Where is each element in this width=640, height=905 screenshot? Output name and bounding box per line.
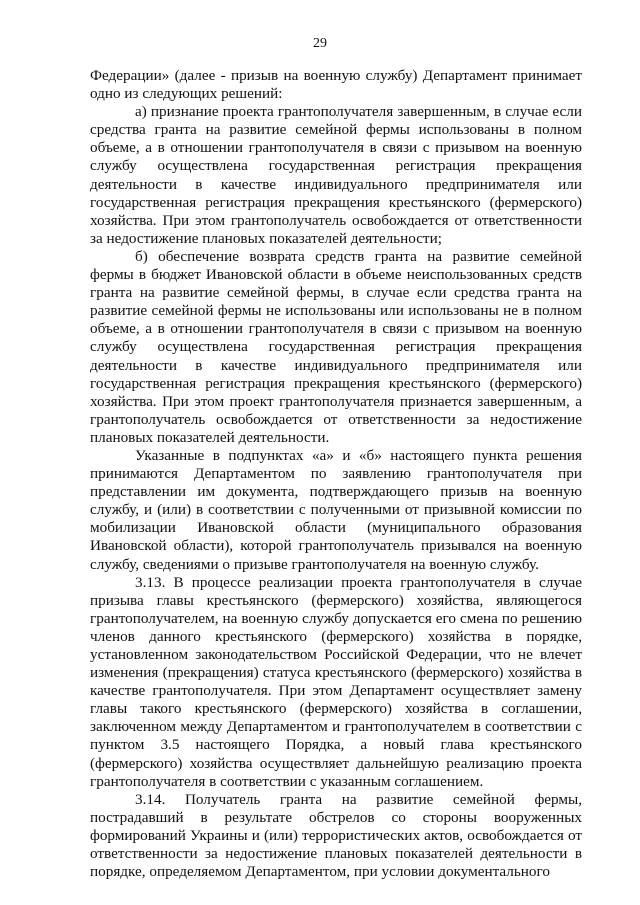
paragraph-3-13: 3.13. В процессе реализации проекта грантополучателя в случае призыва главы крестьянского (фермерского) хозяйства, являющегося грантополучателем, на военную службу допускается его смена по решению членов данного крестьянского (фермерского) хозяйства в порядке, установленном законодательством Российской Федерации, что не влечет изменения (прекращения) статуса крестьянского (фермерского) хозяйства в качестве грантополучателя. При этом Департамент осуществляет замену главы такого крестьянского (фермерского) хозяйства в соглашении, заключенном между Департаментом и грантополучателем в соответствии с пунктом 3.5 настоящего Порядка, а новый глава крестьянского (фермерского) хозяйства осуществляет дальнейшую реализацию проекта грантополучателя в соответствии с указанным соглашением. [90, 573, 582, 790]
paragraph-subitem-a: а) признание проекта грантополучателя завершенным, в случае если средства гранта на развитие семейной фермы использованы в полном объеме, а в отношении грантополучателя в связи с призывом на военную службу осуществлена государственная регистрация прекращения деятельности в качестве индивидуального предпринимателя или государственная регистрация прекращения крестьянского (фермерского) хозяйства. При этом грантополучатель освобождается от ответственности за недостижение плановых показателей деятельности; [90, 103, 582, 247]
paragraph-subitem-b: б) обеспечение возврата средств гранта на развитие семейной фермы в бюджет Ивановской области в объеме неиспользованных средств гранта на развитие семейной фермы, в случае если средства гранта на развитие семейной фермы не использованы или использованы не в полном объеме, а в отношении грантополучателя в связи с призывом на военную службу осуществлена государственная регистрация прекращения деятельности в качестве индивидуального предпринимателя или государственная регистрация прекращения крестьянского (фермерского) хозяйства. При этом проект грантополучателя признается завершенным, а грантополучатель освобождается от ответственности за недостижение плановых показателей деятельности. [90, 247, 582, 446]
paragraph-3-14: 3.14. Получатель гранта на развитие семейной фермы, пострадавший в результате обстрелов со стороны вооруженных формирований Украины и (или) террористических актов, освобождается от ответственности за недостижение плановых показателей деятельности в порядке, определяемом Департаментом, при условии документального [90, 790, 582, 881]
paragraph-intro: Федерации» (далее - призыв на военную службу) Департамент принимает одно из следующих решений: [90, 67, 582, 103]
paragraph-decision-basis: Указанные в подпунктах «а» и «б» настоящего пункта решения принимаются Департаментом по заявлению грантополучателя при представлении им документа, подтверждающего призыв на военную службу, и (или) в соответствии с полученными от призывной комиссии по мобилизации Ивановской области (муниципального образования Ивановской области), которой грантополучатель призывался на военную службу, сведениями о призыве грантополучателя на военную службу. [90, 446, 582, 573]
page-number: 29 [313, 36, 327, 51]
document-body [90, 67, 582, 881]
